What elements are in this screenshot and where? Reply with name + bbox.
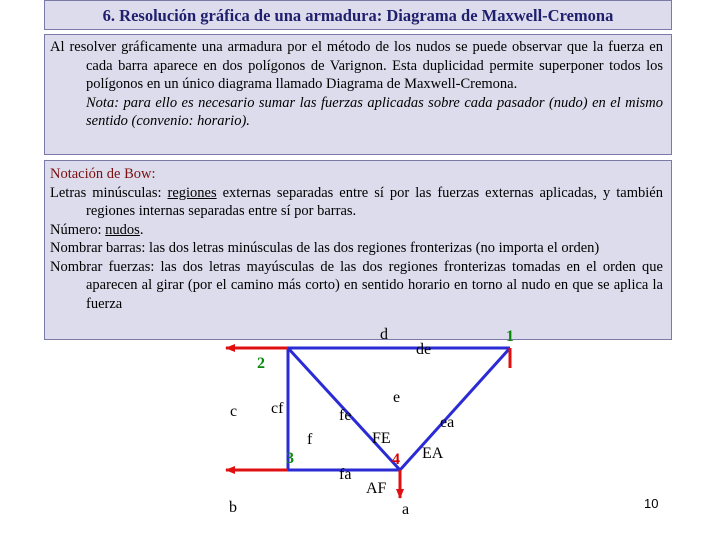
region-label-c: c xyxy=(230,403,238,420)
bar-label-de: de xyxy=(416,341,432,358)
force-label-FE: FE xyxy=(372,430,391,447)
region-label-f: f xyxy=(307,431,313,448)
bar-label-fa: fa xyxy=(339,466,352,483)
region-label-b: b xyxy=(229,499,237,516)
bow-heading: Notación de Bow: xyxy=(50,166,156,182)
force-label-EA: EA xyxy=(422,445,444,462)
region-label-e: e xyxy=(393,389,401,406)
bow-forces-rule: Nombrar fuerzas: las dos letras mayúsculas de las dos regiones fronterizas tomadas en el orden que aparecen al girar (por el camino más corto) en sentido horario en torno al nudo en que se aplica la fuerza xyxy=(50,258,663,312)
bar-label-cf: cf xyxy=(271,400,284,417)
node-label-4: 4 xyxy=(392,451,400,468)
node-label-2: 2 xyxy=(257,355,265,372)
slide-title: 6. Resolución gráfica de una armadura: Diagrama de Maxwell-Cremona xyxy=(44,0,672,30)
region-label-d: d xyxy=(380,326,388,343)
bow-letters-rest: externas separadas entre sí por las fuerzas externas aplicadas, y también regiones internas separadas entre sí por barras. xyxy=(86,184,663,219)
intro-note: Nota: para ello es necesario sumar las fuerzas aplicadas sobre cada pasador (nudo) en el mismo sentido (convenio: horario). xyxy=(86,94,663,129)
intro-paragraph: Al resolver gráficamente una armadura por el método de los nudos se puede observar que la fuerza en cada barra aparece en dos polígonos de Varignon. Esta duplicidad permite superponer todos los polígonos en un único diagrama llamado Diagrama de Maxwell-Cremona. xyxy=(50,39,663,92)
bow-numbers-prefix: Número: xyxy=(50,221,106,238)
bar-label-ea: ea xyxy=(440,414,455,431)
truss-bar-ea-diagonal xyxy=(400,348,510,470)
node-label-3: 3 xyxy=(286,450,294,467)
bow-letters-prefix: Letras minúsculas: xyxy=(50,184,168,201)
nudos-link[interactable]: nudos xyxy=(105,221,140,238)
regiones-link[interactable]: regiones xyxy=(167,184,217,201)
bar-label-fe: fe xyxy=(339,407,352,424)
bow-numbers-rest: . xyxy=(139,221,144,238)
force-label-AF: AF xyxy=(366,480,387,497)
page-number: 10 xyxy=(644,496,659,511)
region-label-a: a xyxy=(402,501,410,518)
node-label-1: 1 xyxy=(506,328,514,345)
bow-bars-rule: Nombrar barras: las dos letras minúsculas de las dos regiones fronterizas (no importa el orden) xyxy=(50,240,600,256)
